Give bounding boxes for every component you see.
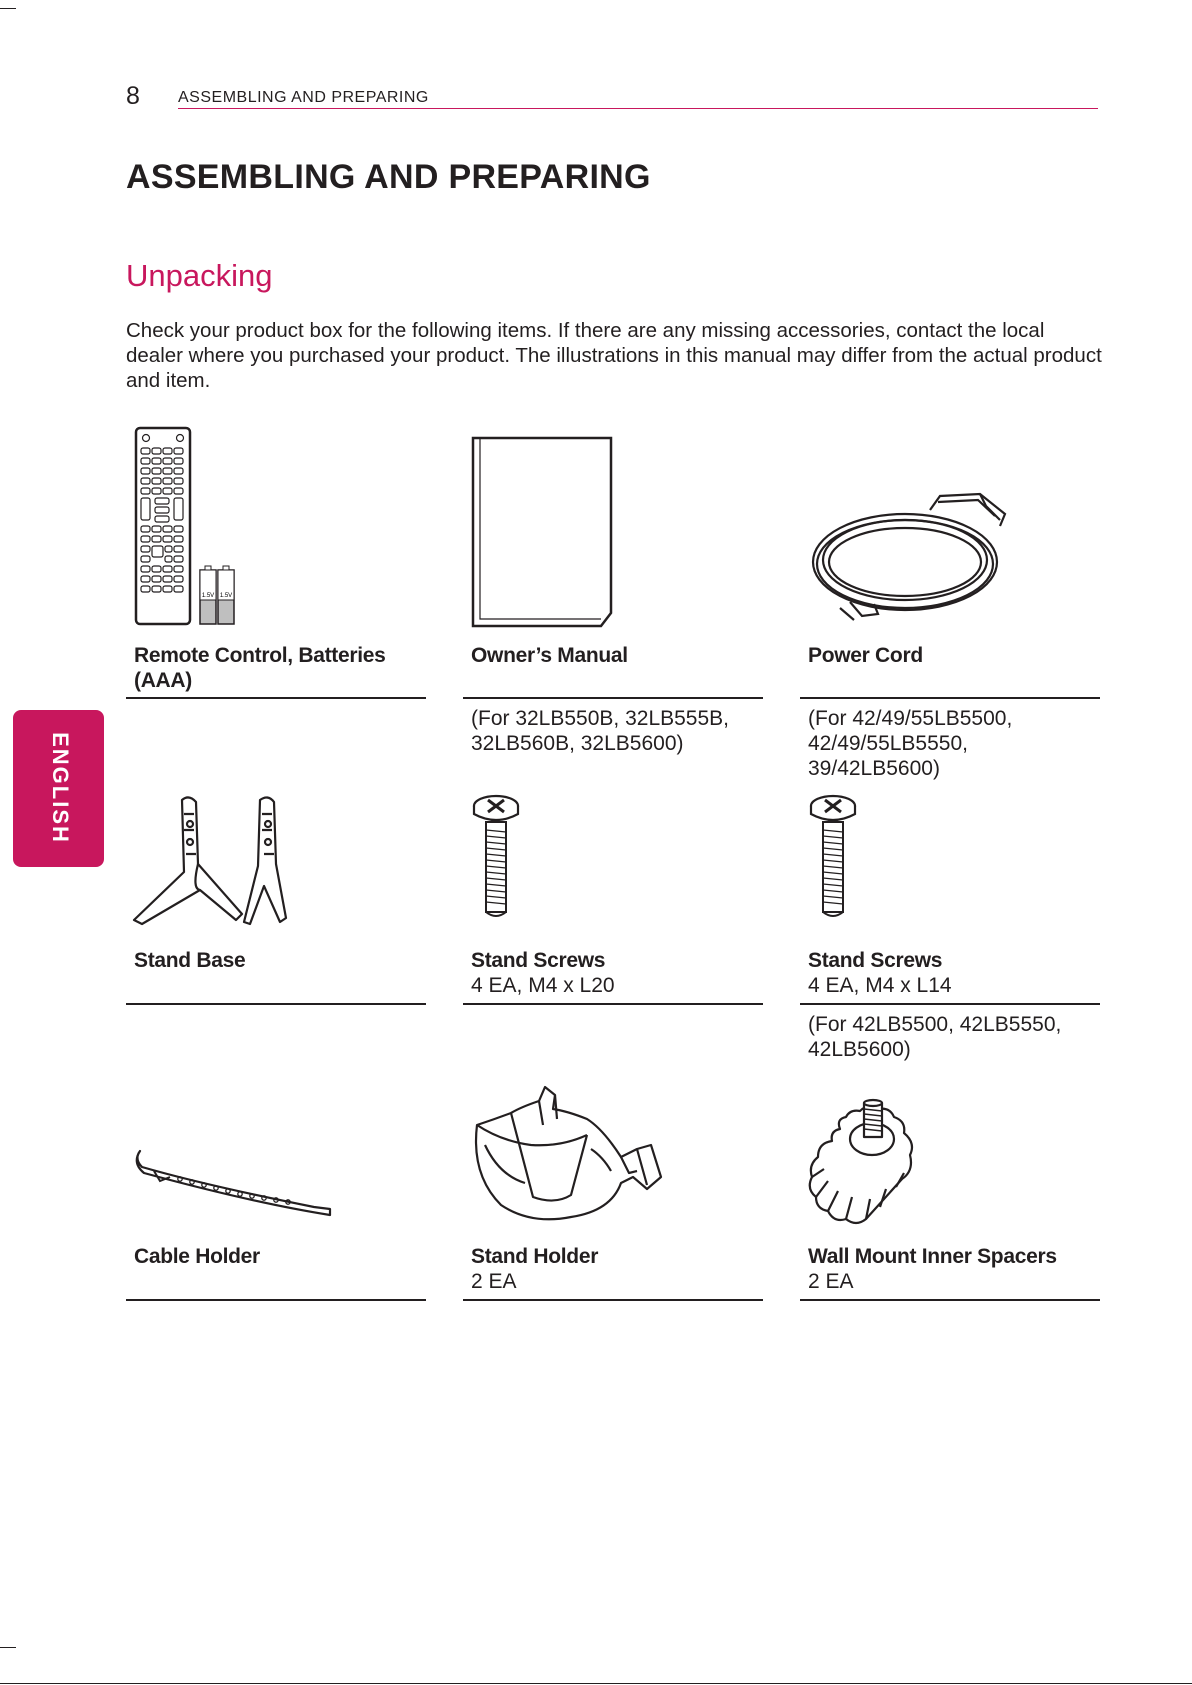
item-rule xyxy=(463,1299,763,1301)
header-rule xyxy=(178,108,1098,109)
crop-mark-top xyxy=(0,8,16,9)
battery-icon xyxy=(200,566,234,624)
item-quantity: 4 EA, M4 x L14 xyxy=(808,974,952,997)
item-name: Stand Base xyxy=(134,949,246,972)
item-note: (For 42/49/55LB5500, 42/49/55LB5550, 39/42LB5600) xyxy=(808,707,1013,780)
item-rule xyxy=(800,697,1100,699)
page-title: ASSEMBLING AND PREPARING xyxy=(126,158,651,196)
item-rule xyxy=(800,1299,1100,1301)
screw-icon xyxy=(808,792,858,920)
item-note: (For 32LB550B, 32LB555B, 32LB560B, 32LB5600) xyxy=(471,707,730,755)
svg-text:1.5V: 1.5V xyxy=(201,593,215,599)
intro-paragraph: Check your product box for the following items. If there are any missing accessories, contact the local dealer where you purchased your product. The illustrations in this manual may differ from the actual product and item. xyxy=(126,319,1102,392)
item-quantity: 4 EA, M4 x L20 xyxy=(471,974,615,997)
svg-text:1.5V: 1.5V xyxy=(219,593,233,599)
language-tab-label: ENGLISH xyxy=(48,732,73,844)
stand-base-icon xyxy=(134,794,294,929)
item-name: Stand Screws xyxy=(808,949,943,972)
item-rule xyxy=(463,1003,763,1005)
page-bottom-edge xyxy=(0,1683,1192,1684)
section-title: Unpacking xyxy=(126,258,273,293)
manual-icon xyxy=(471,438,621,628)
item-rule xyxy=(463,697,763,699)
item-name: Power Cord xyxy=(808,644,923,667)
cable-holder-icon xyxy=(134,1145,334,1225)
screw-icon xyxy=(471,792,521,920)
remote-control-icon xyxy=(134,426,244,626)
item-name: Remote Control, Batteries (AAA) xyxy=(134,644,386,692)
item-name: Stand Screws xyxy=(471,949,606,972)
power-cord-icon xyxy=(810,492,1020,627)
item-rule xyxy=(800,1003,1100,1005)
running-header: ASSEMBLING AND PREPARING xyxy=(178,89,429,106)
item-rule xyxy=(126,1003,426,1005)
stand-holder-icon xyxy=(471,1085,671,1230)
page-number: 8 xyxy=(126,82,140,110)
item-quantity: 2 EA xyxy=(471,1270,517,1293)
item-name: Stand Holder xyxy=(471,1245,599,1268)
item-name: Wall Mount Inner Spacers xyxy=(808,1245,1057,1268)
item-name: Owner’s Manual xyxy=(471,644,628,667)
item-quantity: 2 EA xyxy=(808,1270,854,1293)
item-rule xyxy=(126,697,426,699)
crop-mark-bottom xyxy=(0,1647,16,1648)
item-rule xyxy=(126,1299,426,1301)
spacer-icon xyxy=(806,1099,926,1229)
item-name: Cable Holder xyxy=(134,1245,260,1268)
item-note: (For 42LB5500, 42LB5550, 42LB5600) xyxy=(808,1013,1062,1061)
